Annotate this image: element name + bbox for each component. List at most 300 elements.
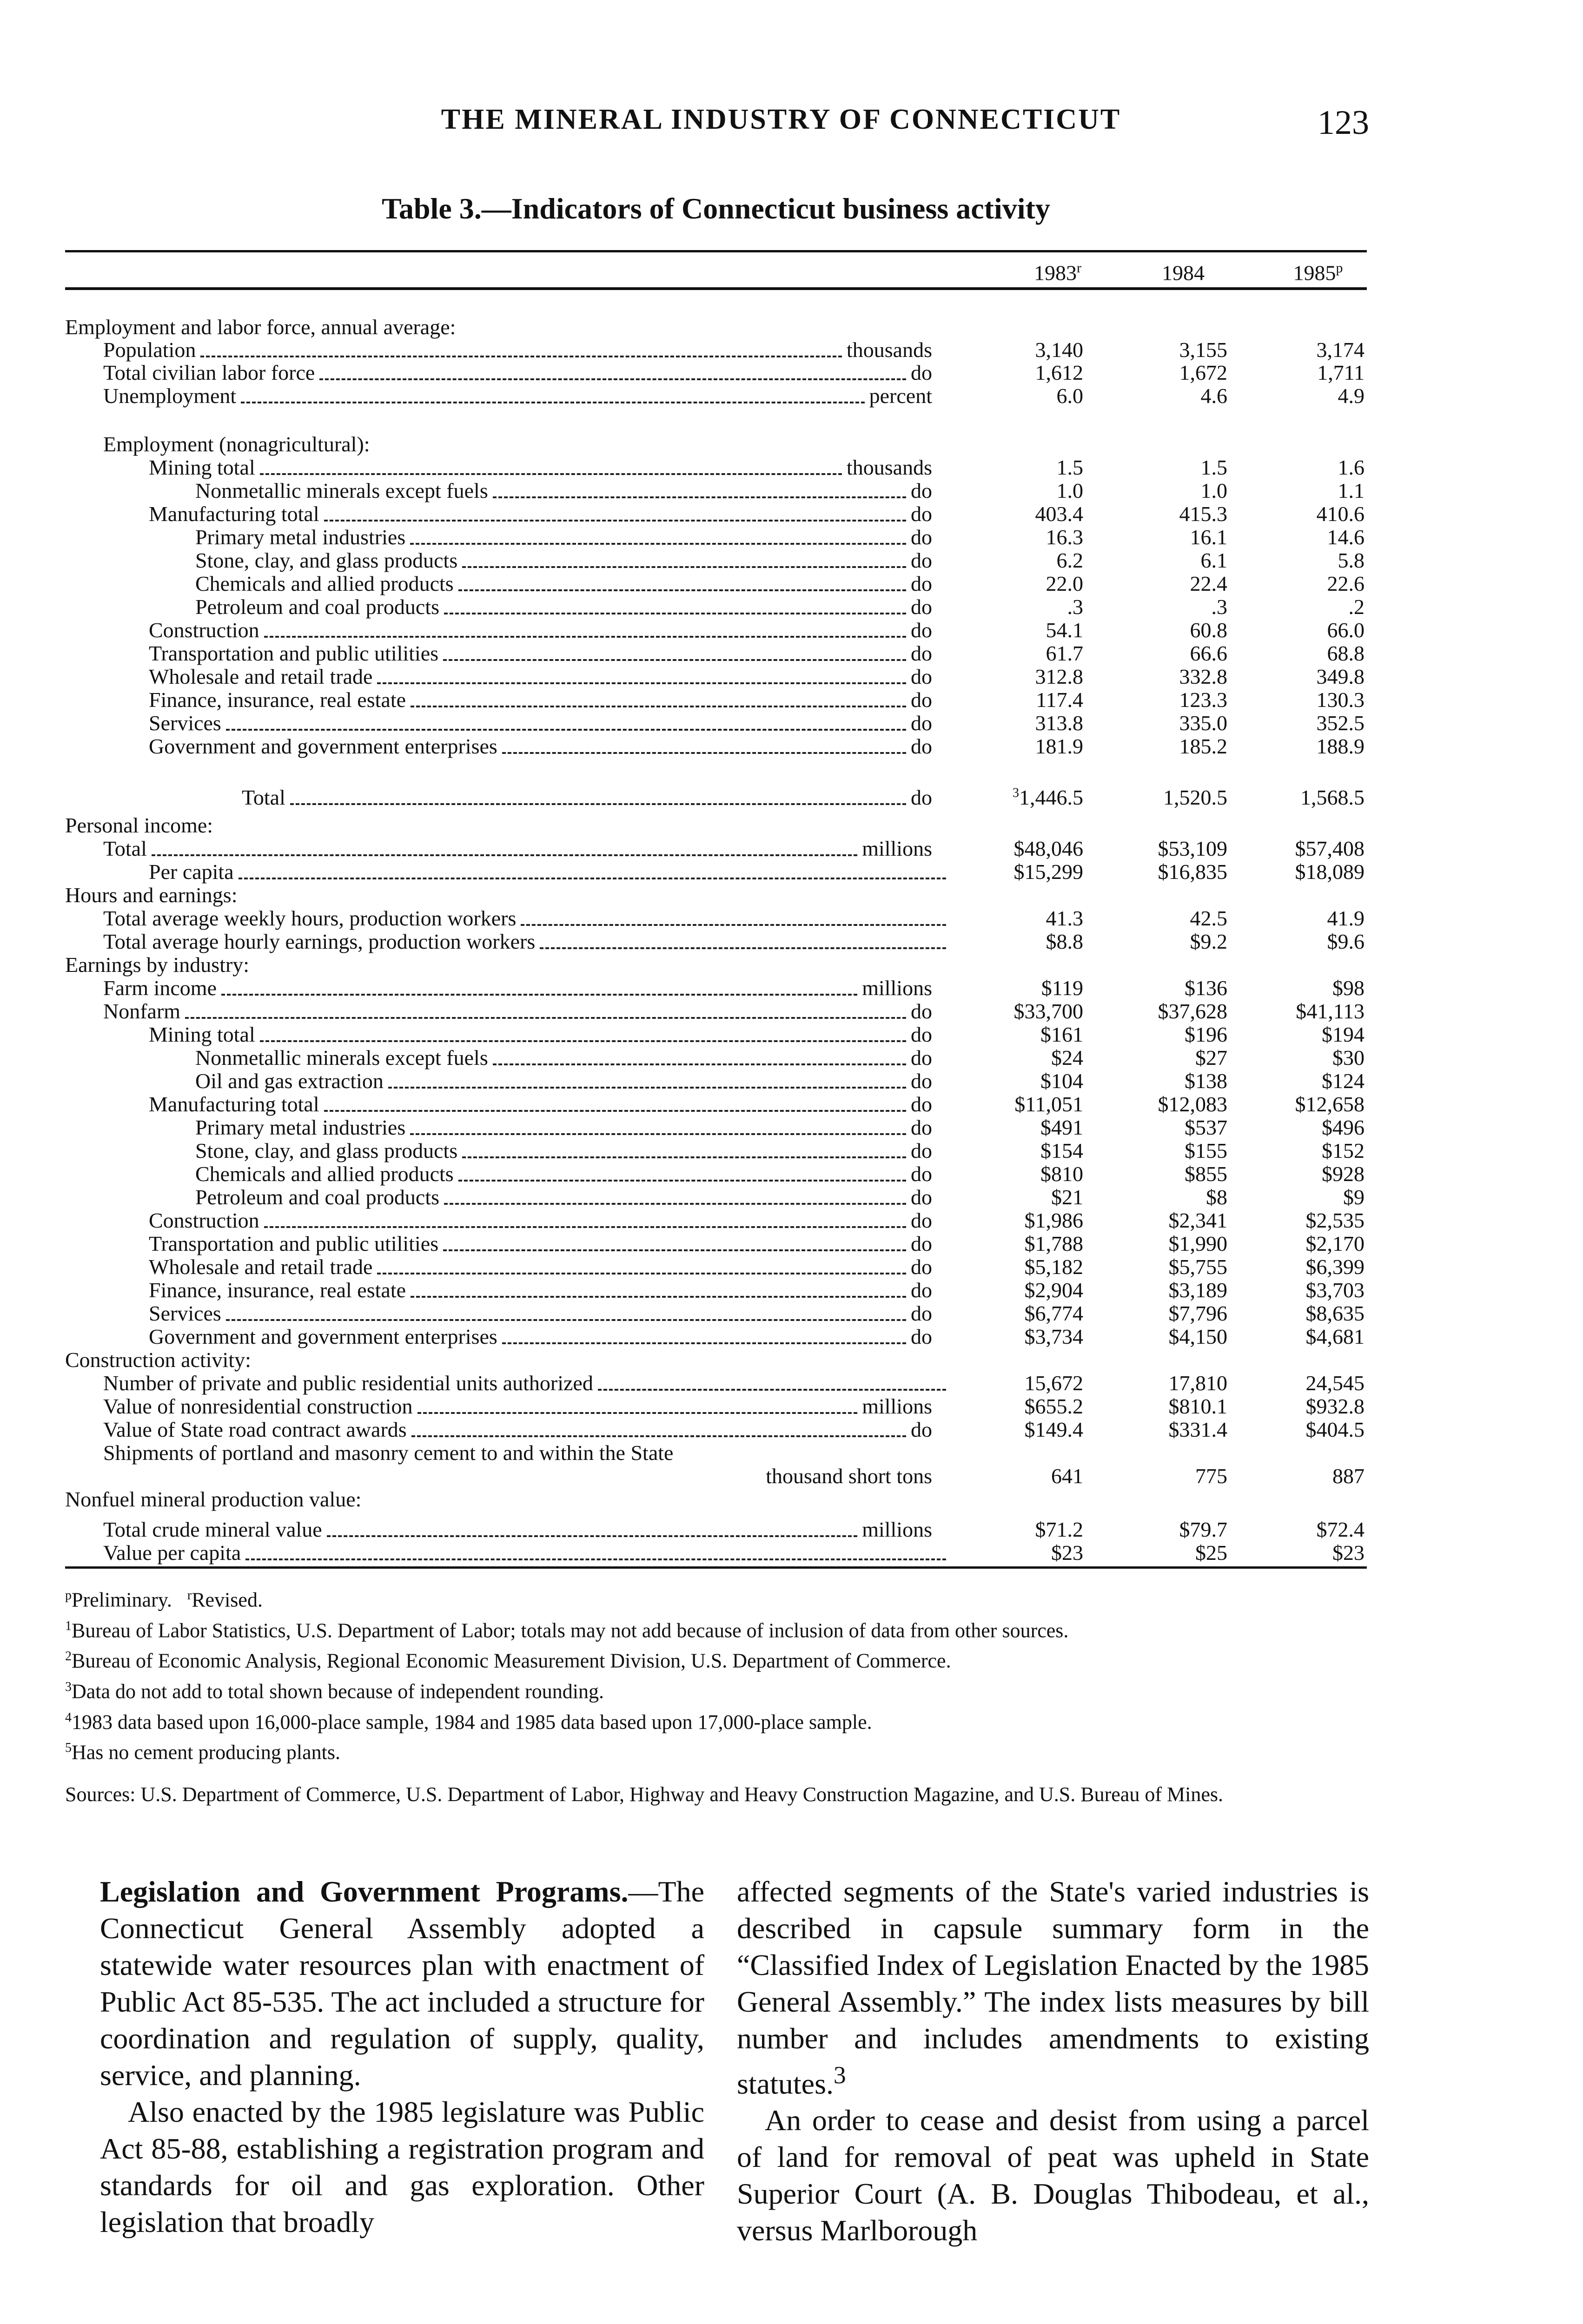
row-label: Transportation and public utilities	[149, 641, 439, 665]
table-bottom-rule	[65, 1566, 1367, 1569]
row-value-v3: $4,681	[1305, 1325, 1364, 1348]
row-unit: do	[911, 711, 932, 735]
row-label: Chemicals and allied products	[195, 1162, 454, 1186]
dot-leader	[502, 750, 906, 754]
table-row	[0, 813, 1583, 838]
row-value-v2: 66.6	[1190, 641, 1227, 665]
row-value-v1: 16.3	[1046, 525, 1083, 549]
table-title: Table 3.—Indicators of Connecticut business activity	[382, 192, 1050, 225]
row-value-v3: $57,408	[1295, 837, 1364, 860]
dot-leader	[200, 354, 842, 357]
row-value-v3: $18,089	[1295, 860, 1364, 884]
row-value-v3: 1.6	[1338, 456, 1364, 479]
row-value-v3: 24,545	[1305, 1371, 1364, 1395]
dot-leader	[324, 518, 906, 522]
running-title: THE MINERAL INDUSTRY OF CONNECTICUT	[441, 104, 1121, 135]
row-label: Total average hourly earnings, production workers	[103, 930, 536, 953]
row-value-v3: $8,635	[1305, 1301, 1364, 1325]
row-value-v2: $138	[1185, 1069, 1227, 1093]
row-value-v3: $6,399	[1305, 1255, 1364, 1279]
footnote-symbols: $^p$Preliminary. $^r$Revised.	[65, 1588, 263, 1611]
table-row	[0, 883, 1583, 907]
body-paragraph: Legislation and Government Programs.—The Connecticut General Assembly adopted a statewide water resources plan with enactment of Public Act 85-535. The act included a structure for coordination and regulation of supply, quality, service, and planning.	[100, 1875, 704, 2092]
section-heading: Legislation and Government Programs.	[100, 1875, 629, 1908]
row-label: Value per capita	[103, 1541, 241, 1565]
row-value-v2: $9.2	[1190, 930, 1227, 953]
row-value-v3: $932.8	[1305, 1394, 1364, 1418]
row-value-v2: 3,155	[1179, 338, 1227, 362]
row-value-v1: 181.9	[1035, 734, 1083, 758]
row-label: Total civilian labor force	[103, 361, 315, 384]
row-label: Value of State road contract awards	[103, 1418, 407, 1441]
row-label: Finance, insurance, real estate	[149, 688, 406, 712]
table-row	[0, 595, 1583, 619]
row-value-v2: 1,672	[1179, 361, 1227, 384]
dot-leader	[377, 1271, 906, 1274]
row-value-v2: $2,341	[1168, 1208, 1227, 1232]
row-unit: do	[911, 665, 932, 688]
row-unit: do	[911, 641, 932, 665]
row-unit: millions	[862, 837, 932, 860]
row-value-v2: 6.1	[1200, 548, 1227, 572]
dot-leader	[290, 801, 906, 805]
table-row	[0, 1394, 1583, 1419]
row-value-v2: $196	[1185, 1023, 1227, 1046]
row-value-v1: $23	[1051, 1541, 1083, 1565]
dot-leader	[462, 1155, 906, 1158]
row-unit: do	[911, 525, 932, 549]
row-value-v2: 775	[1195, 1464, 1227, 1488]
row-value-v1: 54.1	[1046, 618, 1083, 642]
table-row	[0, 1278, 1583, 1302]
row-label: Farm income	[103, 976, 217, 1000]
row-unit: do	[911, 1046, 932, 1070]
table-row	[0, 1208, 1583, 1233]
row-value-v3: 410.6	[1316, 502, 1364, 526]
dot-leader	[245, 1557, 946, 1560]
row-unit: percent	[869, 384, 932, 408]
row-label: Government and government enterprises	[149, 1325, 497, 1348]
row-unit: do	[911, 1255, 932, 1279]
row-label: Services	[149, 711, 221, 735]
table-row	[0, 1541, 1583, 1565]
table-row	[0, 837, 1583, 861]
row-unit: do	[911, 1185, 932, 1209]
row-unit: do	[911, 1116, 932, 1139]
row-unit: do	[911, 1325, 932, 1348]
dot-leader	[458, 1178, 906, 1182]
row-value-v1: $24	[1051, 1046, 1083, 1070]
row-value-v2: 123.3	[1179, 688, 1227, 712]
row-value-v2: $37,628	[1158, 999, 1227, 1023]
row-value-v1: 641	[1051, 1464, 1083, 1488]
row-unit: millions	[862, 976, 932, 1000]
row-label: Total average weekly hours, production workers	[103, 906, 517, 930]
row-unit: do	[911, 1069, 932, 1093]
row-value-v1: 41.3	[1046, 906, 1083, 930]
row-value-v1: $2,904	[1024, 1278, 1083, 1302]
dot-leader	[152, 852, 857, 856]
row-value-v3: 130.3	[1316, 688, 1364, 712]
row-value-v1: $810	[1040, 1162, 1083, 1186]
table-row	[0, 786, 1583, 810]
row-value-v1: $5,182	[1024, 1255, 1083, 1279]
dot-leader	[417, 1410, 857, 1414]
row-value-v1: $1,986	[1024, 1208, 1083, 1232]
table-row	[0, 315, 1583, 339]
table-row	[0, 432, 1583, 456]
row-value-v3: 5.8	[1338, 548, 1364, 572]
row-value-v1: $11,051	[1014, 1092, 1083, 1116]
table-row	[0, 1371, 1583, 1395]
row-value-v3: 3,174	[1316, 338, 1364, 362]
dot-leader	[502, 1340, 906, 1344]
dot-leader	[377, 680, 906, 684]
footnote-5: $^5$Has no cement producing plants.	[65, 1741, 340, 1764]
body-paragraph: affected segments of the State's varied industries is described in capsule summary form in the “Classified Index of Legislation Enacted by the 1985 General Assembly.” The index lists measures by bill number and includes amendments to existing statutes.$^3$	[737, 1875, 1369, 2100]
table-row	[0, 1301, 1583, 1326]
table-row	[0, 860, 1583, 884]
column-header-1983: 1983$^r$	[1034, 260, 1081, 285]
row-value-v1: $149.4	[1024, 1418, 1083, 1441]
row-value-v3: $404.5	[1305, 1418, 1364, 1441]
row-unit: do	[911, 1232, 932, 1255]
row-value-v3: $98	[1332, 976, 1364, 1000]
row-unit: thousand short tons	[766, 1464, 932, 1488]
row-value-v2: $1,990	[1168, 1232, 1227, 1255]
running-head	[65, 103, 1369, 145]
row-value-v1: $33,700	[1013, 999, 1083, 1023]
sources-note: Sources: U.S. Department of Commerce, U.S. Department of Labor, Highway and Heavy Construction Magazine, and U.S. Bureau of Mines.	[65, 1783, 1223, 1806]
row-value-v1: 313.8	[1035, 711, 1083, 735]
row-value-v3: $9	[1343, 1185, 1364, 1209]
row-label: Mining total	[149, 456, 255, 479]
row-value-v2: 1.0	[1200, 479, 1227, 502]
row-label: Primary metal industries	[195, 525, 406, 549]
row-value-v1: 1.0	[1056, 479, 1083, 502]
body-paragraph: Also enacted by the 1985 legislature was Public Act 85-88, establishing a registration program and standards for oil and gas exploration. Other legislation that broadly	[100, 2095, 704, 2238]
dot-leader	[598, 1387, 946, 1391]
table-row	[0, 1487, 1583, 1512]
row-unit: do	[911, 502, 932, 526]
row-unit: do	[911, 999, 932, 1023]
row-value-v3: 14.6	[1327, 525, 1364, 549]
table-row	[0, 479, 1583, 503]
row-label: Nonmetallic minerals except fuels	[195, 1046, 488, 1070]
row-value-v2: 1.5	[1200, 456, 1227, 479]
row-value-v3: 887	[1332, 1464, 1364, 1488]
row-value-v1: 15,672	[1024, 1371, 1083, 1395]
row-value-v2: 16.1	[1190, 525, 1227, 549]
row-value-v3: $72.4	[1316, 1518, 1364, 1541]
row-value-v3: $124	[1322, 1069, 1364, 1093]
table-row	[0, 1518, 1583, 1542]
row-label: Unemployment	[103, 384, 237, 408]
row-unit: do	[911, 1023, 932, 1046]
row-value-v2: $537	[1185, 1116, 1227, 1139]
table-row	[0, 641, 1583, 666]
table-row	[0, 906, 1583, 931]
dot-leader	[411, 1433, 906, 1437]
row-unit: millions	[862, 1394, 932, 1418]
row-unit: do	[911, 1162, 932, 1186]
row-label: Total	[242, 786, 285, 809]
row-value-v1: 312.8	[1035, 665, 1083, 688]
row-value-v2: $8	[1206, 1185, 1227, 1209]
table-row	[0, 1185, 1583, 1209]
row-value-v2: 335.0	[1179, 711, 1227, 735]
row-label: Transportation and public utilities	[149, 1232, 439, 1255]
row-value-v2: $810.1	[1168, 1394, 1227, 1418]
row-value-v1: $^3$1,446.5	[1013, 786, 1083, 809]
table-row	[0, 953, 1583, 977]
row-value-v3: 22.6	[1327, 572, 1364, 595]
table-row	[0, 456, 1583, 480]
row-label: Earnings by industry:	[65, 953, 250, 977]
row-value-v2: .3	[1211, 595, 1227, 619]
row-label: Construction activity:	[65, 1348, 251, 1372]
row-value-v3: 4.9	[1338, 384, 1364, 408]
row-label: Employment (nonagricultural):	[103, 432, 370, 456]
row-value-v3: 1,568.5	[1300, 786, 1364, 809]
row-value-v2: 22.4	[1190, 572, 1227, 595]
row-value-v1: $48,046	[1013, 837, 1083, 860]
row-label: Services	[149, 1301, 221, 1325]
page-number: 123	[1318, 104, 1369, 142]
row-label: Manufacturing total	[149, 1092, 319, 1116]
row-value-v3: 349.8	[1316, 665, 1364, 688]
row-label: Finance, insurance, real estate	[149, 1278, 406, 1302]
row-unit: do	[911, 548, 932, 572]
row-label: Petroleum and coal products	[195, 1185, 440, 1209]
row-value-v1: $655.2	[1024, 1394, 1083, 1418]
row-value-v2: $4,150	[1168, 1325, 1227, 1348]
table-row	[0, 338, 1583, 362]
row-value-v3: $2,170	[1305, 1232, 1364, 1255]
row-value-v3: .2	[1348, 595, 1364, 619]
row-value-v3: $41,113	[1296, 999, 1364, 1023]
table-row	[0, 976, 1583, 1000]
dot-leader	[260, 1038, 906, 1042]
row-unit: do	[911, 572, 932, 595]
row-label: Government and government enterprises	[149, 734, 497, 758]
dot-leader	[540, 945, 946, 949]
row-unit: do	[911, 618, 932, 642]
table-row	[0, 688, 1583, 712]
row-label: Number of private and public residential units authorized	[103, 1371, 593, 1395]
row-label: Primary metal industries	[195, 1116, 406, 1139]
row-unit: do	[911, 1139, 932, 1162]
row-value-v2: $12,083	[1158, 1092, 1227, 1116]
dot-leader	[411, 1294, 906, 1298]
row-unit: do	[911, 1301, 932, 1325]
row-value-v2: $16,835	[1158, 860, 1227, 884]
dot-leader	[493, 1062, 906, 1065]
row-value-v1: $3,734	[1024, 1325, 1083, 1348]
row-value-v3: 352.5	[1316, 711, 1364, 735]
dot-leader	[238, 876, 946, 879]
table-row	[0, 1046, 1583, 1070]
body-column-left	[100, 1873, 704, 2240]
row-label: Petroleum and coal products	[195, 595, 440, 619]
row-value-v3: $3,703	[1305, 1278, 1364, 1302]
row-value-v3: 1,711	[1317, 361, 1364, 384]
row-label: Shipments of portland and masonry cement to and within the State	[103, 1441, 674, 1465]
row-label: Wholesale and retail trade	[149, 1255, 373, 1279]
row-unit: do	[911, 361, 932, 384]
row-value-v3: $9.6	[1327, 930, 1364, 953]
row-unit: do	[911, 734, 932, 758]
table-row	[0, 1116, 1583, 1140]
table-row	[0, 1162, 1583, 1186]
dot-leader	[226, 727, 906, 731]
table-row	[0, 525, 1583, 549]
row-value-v1: $161	[1040, 1023, 1083, 1046]
row-value-v3: 41.9	[1327, 906, 1364, 930]
row-label: Construction	[149, 618, 259, 642]
dot-leader	[388, 1085, 906, 1089]
row-label: Employment and labor force, annual average:	[65, 315, 456, 339]
table-row	[0, 1023, 1583, 1047]
row-value-v3: $152	[1322, 1139, 1364, 1162]
row-unit: do	[911, 479, 932, 502]
row-value-v2: 415.3	[1179, 502, 1227, 526]
row-value-v3: 68.8	[1327, 641, 1364, 665]
row-value-v2: 1,520.5	[1163, 786, 1227, 809]
row-value-v2: 332.8	[1179, 665, 1227, 688]
row-value-v1: 1,612	[1035, 361, 1083, 384]
row-unit: thousands	[847, 338, 932, 362]
row-value-v1: $8.8	[1046, 930, 1083, 953]
row-value-v2: $79.7	[1179, 1518, 1227, 1541]
row-unit: do	[911, 688, 932, 712]
row-value-v1: 6.0	[1056, 384, 1083, 408]
table-row	[0, 1441, 1583, 1465]
row-value-v3: $12,658	[1295, 1092, 1364, 1116]
row-value-v1: 403.4	[1035, 502, 1083, 526]
row-value-v2: $331.4	[1168, 1418, 1227, 1441]
row-unit: millions	[862, 1518, 932, 1541]
column-header-1985: 1985$^p$	[1293, 260, 1343, 285]
row-label: Stone, clay, and glass products	[195, 548, 458, 572]
row-unit: do	[911, 786, 932, 809]
row-label: Total	[103, 837, 147, 860]
table-row	[0, 711, 1583, 735]
dot-leader	[444, 1201, 906, 1205]
footnotes	[65, 1583, 1367, 1808]
row-label: Oil and gas extraction	[195, 1069, 384, 1093]
row-value-v2: $155	[1185, 1139, 1227, 1162]
footnote-2: $^2$Bureau of Economic Analysis, Regional Economic Measurement Division, U.S. Department of Commerce.	[65, 1649, 951, 1672]
row-value-v1: 1.5	[1056, 456, 1083, 479]
row-value-v1: $21	[1051, 1185, 1083, 1209]
row-value-v1: 6.2	[1056, 548, 1083, 572]
dot-leader	[264, 634, 906, 638]
table-row	[0, 361, 1583, 385]
row-label: Personal income:	[65, 813, 213, 837]
row-label: Stone, clay, and glass products	[195, 1139, 458, 1162]
row-value-v1: $71.2	[1035, 1518, 1083, 1541]
row-value-v3: $2,535	[1305, 1208, 1364, 1232]
table-row	[0, 618, 1583, 642]
dot-leader	[410, 1131, 906, 1135]
row-value-v2: 60.8	[1190, 618, 1227, 642]
row-value-v3: 188.9	[1316, 734, 1364, 758]
row-value-v1: .3	[1067, 595, 1083, 619]
column-header-1984: 1984	[1162, 261, 1205, 285]
table-row	[0, 930, 1583, 954]
table-top-rule	[65, 250, 1367, 252]
body-paragraph: An order to cease and desist from using a parcel of land for removal of peat was upheld in State Superior Court (A. B. Douglas Thibodeau, et al., versus Marlborough	[737, 2104, 1369, 2247]
row-value-v2: 42.5	[1190, 906, 1227, 930]
dot-leader	[493, 495, 906, 498]
table-row	[0, 1348, 1583, 1372]
row-label: Mining total	[149, 1023, 255, 1046]
table-row	[0, 1069, 1583, 1093]
footnote-3: $^3$Data do not add to total shown because of independent rounding.	[65, 1679, 604, 1703]
dot-leader	[264, 1224, 906, 1228]
row-value-v2: $136	[1185, 976, 1227, 1000]
table-row	[0, 548, 1583, 573]
row-label: Nonfarm	[103, 999, 181, 1023]
row-value-v2: $7,796	[1168, 1301, 1227, 1325]
dot-leader	[324, 1108, 906, 1112]
row-label: Construction	[149, 1208, 259, 1232]
dot-leader	[327, 1533, 857, 1537]
row-unit: do	[911, 1208, 932, 1232]
dot-leader	[411, 704, 906, 707]
footnote-1: $^1$Bureau of Labor Statistics, U.S. Department of Labor; totals may not add because of inclusion of data from other sources.	[65, 1618, 1069, 1642]
row-value-v2: $25	[1195, 1541, 1227, 1565]
row-value-v1: $491	[1040, 1116, 1083, 1139]
table-row	[0, 1232, 1583, 1256]
row-value-v2: $27	[1195, 1046, 1227, 1070]
table-row	[0, 734, 1583, 759]
dot-leader	[241, 400, 865, 403]
row-value-v2: 17,810	[1168, 1371, 1227, 1395]
table-row	[0, 1418, 1583, 1442]
table-row	[0, 1325, 1583, 1349]
table-row	[0, 384, 1583, 408]
dot-leader	[260, 471, 842, 475]
row-value-v3: $194	[1322, 1023, 1364, 1046]
row-value-v1: $15,299	[1013, 860, 1083, 884]
row-value-v3: 1.1	[1338, 479, 1364, 502]
row-value-v1: 61.7	[1046, 641, 1083, 665]
table-row	[0, 1255, 1583, 1279]
row-value-v3: 66.0	[1327, 618, 1364, 642]
dot-leader	[226, 1317, 906, 1321]
row-value-v1: $104	[1040, 1069, 1083, 1093]
table-row	[0, 999, 1583, 1023]
dot-leader	[410, 541, 906, 545]
row-value-v1: $154	[1040, 1139, 1083, 1162]
row-label: Wholesale and retail trade	[149, 665, 373, 688]
row-value-v2: $5,755	[1168, 1255, 1227, 1279]
dot-leader	[443, 1248, 906, 1251]
row-value-v1: $1,788	[1024, 1232, 1083, 1255]
table-row	[0, 665, 1583, 689]
row-label: Hours and earnings:	[65, 883, 238, 907]
dot-leader	[521, 922, 946, 926]
row-unit: do	[911, 595, 932, 619]
row-value-v1: 22.0	[1046, 572, 1083, 595]
dot-leader	[221, 992, 857, 996]
row-value-v2: 4.6	[1200, 384, 1227, 408]
table-row	[0, 572, 1583, 596]
row-value-v2: $53,109	[1158, 837, 1227, 860]
table-row	[0, 1092, 1583, 1116]
